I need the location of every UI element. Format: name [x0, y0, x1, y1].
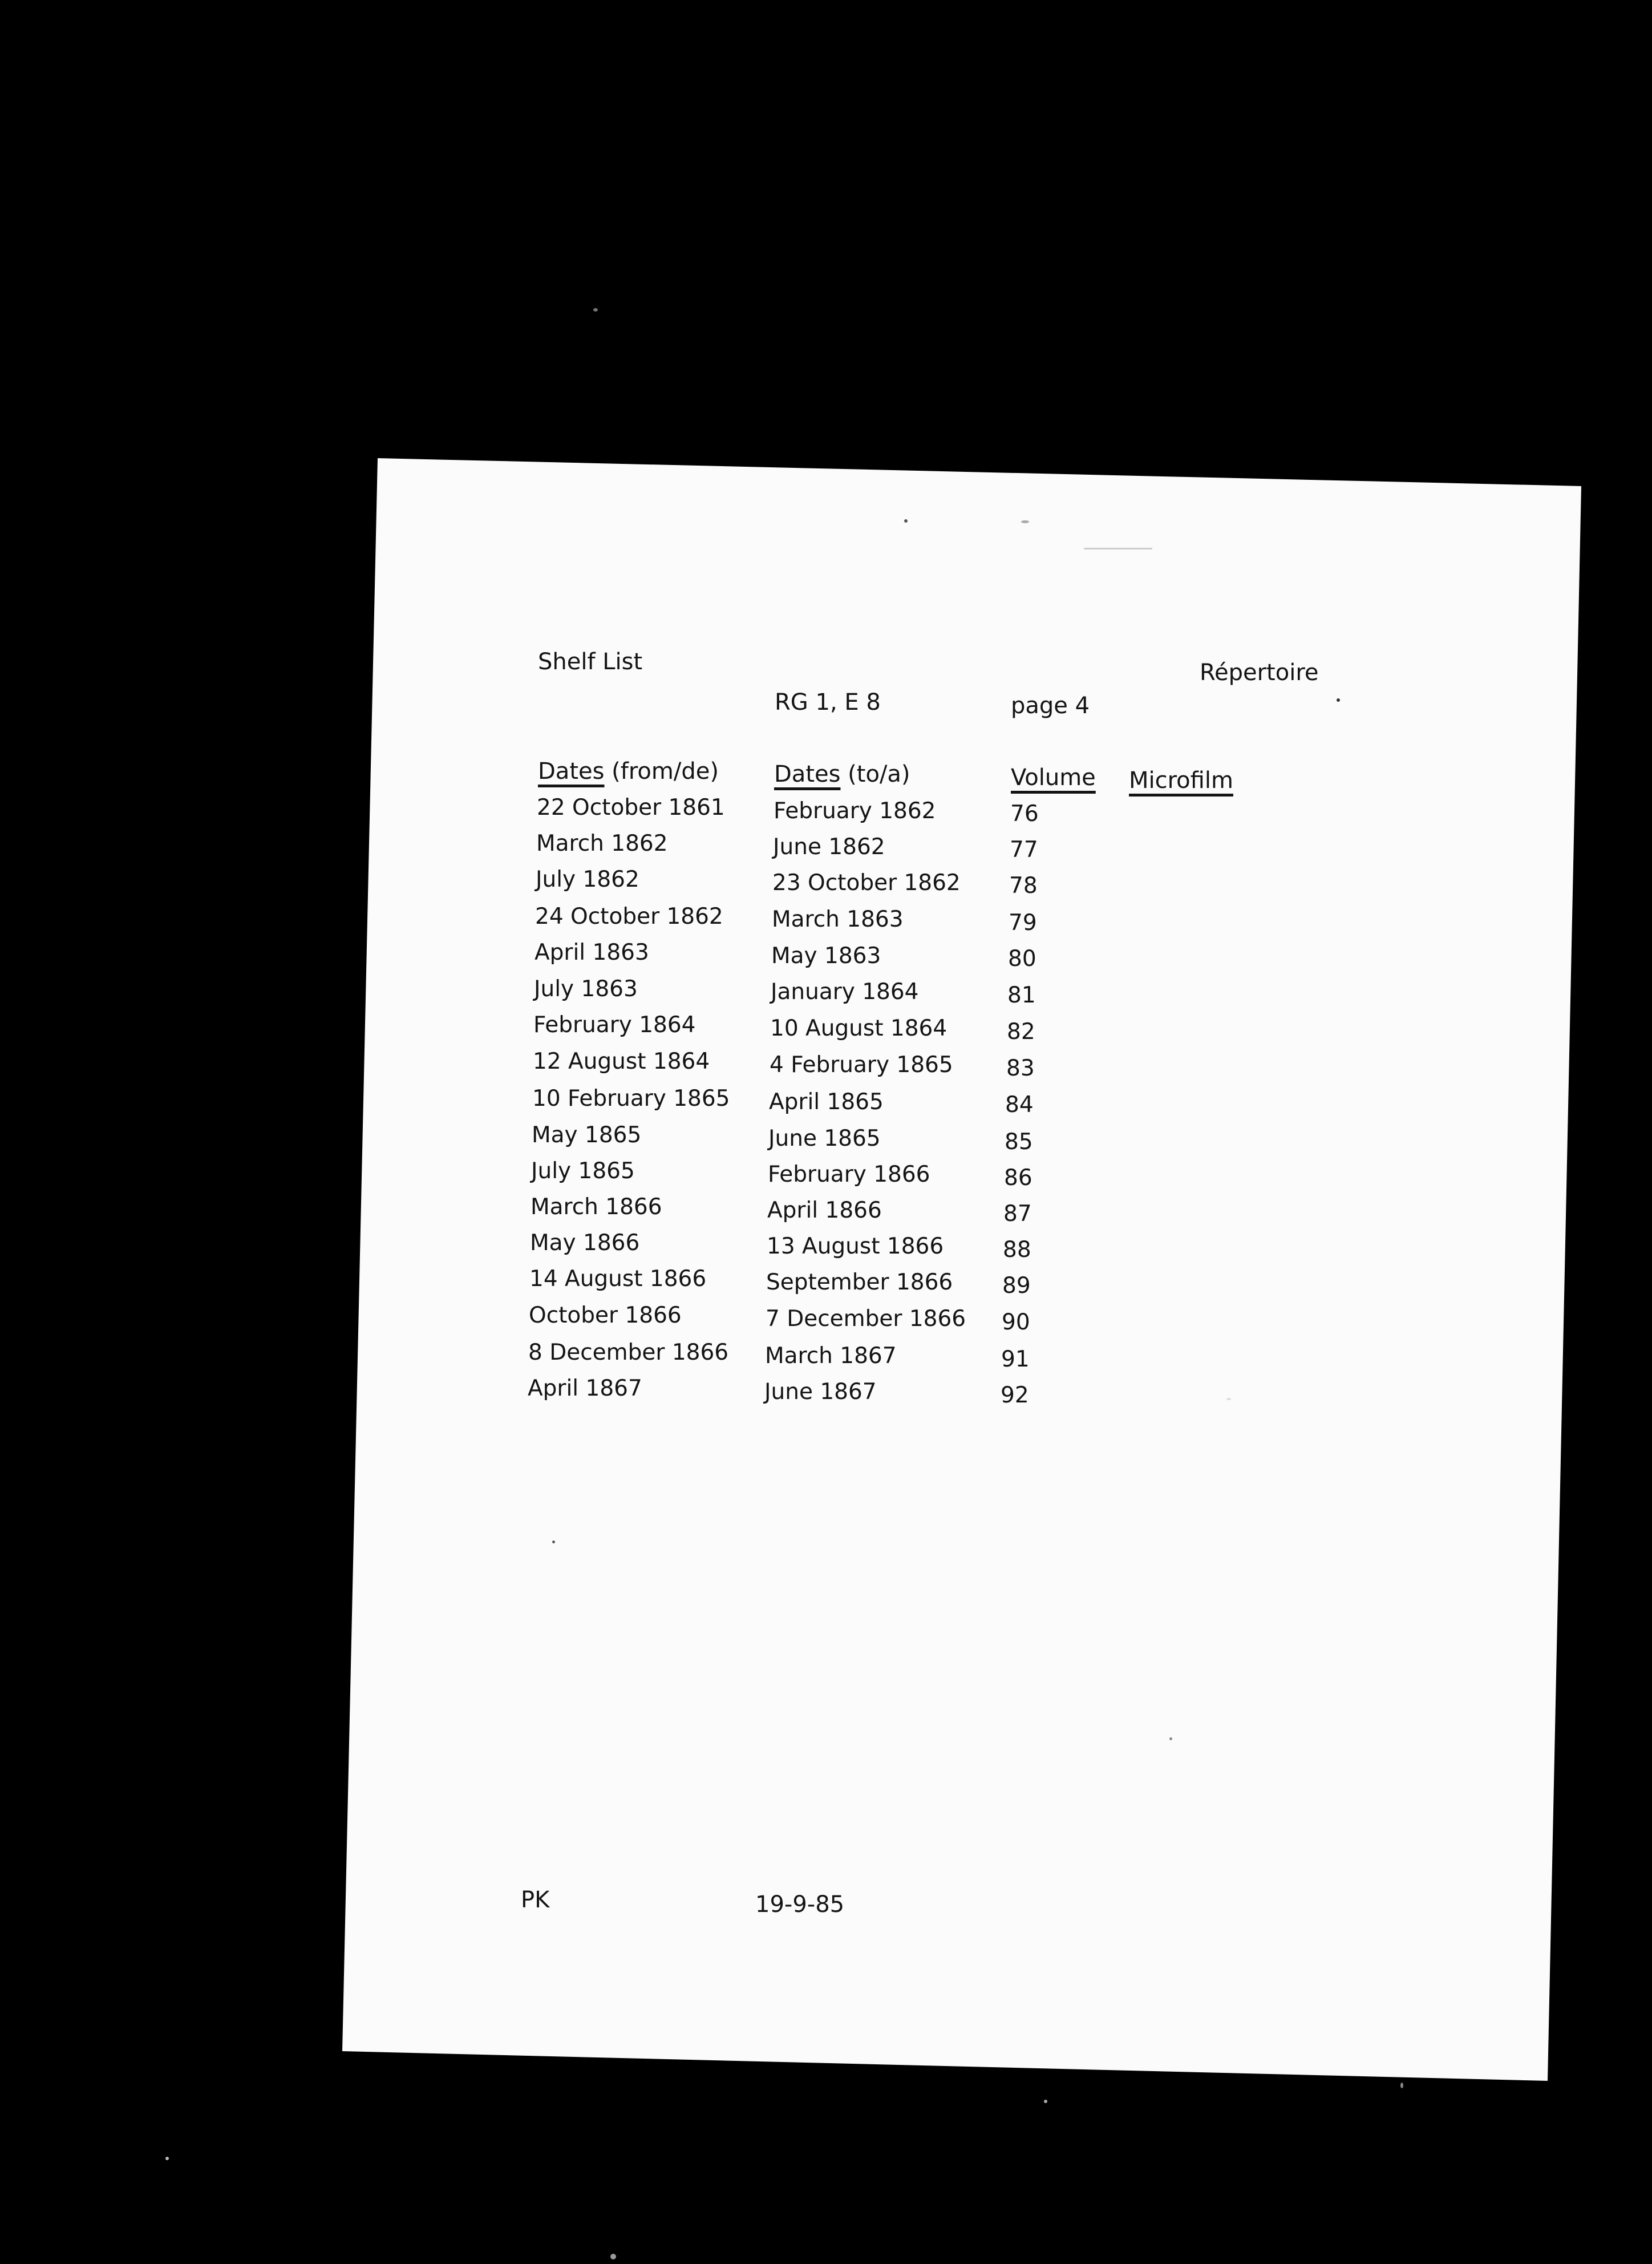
- dust-speck: [1169, 1737, 1172, 1740]
- row-date-to: April 1866: [767, 1198, 882, 1223]
- column-header-volume-label: Volume: [1011, 765, 1096, 791]
- column-header-volume: [1011, 766, 1096, 789]
- record-group-label: RG 1, E 8: [775, 689, 881, 715]
- row-volume: 85: [1005, 1129, 1033, 1155]
- row-date-to: June 1867: [764, 1379, 877, 1405]
- row-volume: 89: [1002, 1273, 1031, 1299]
- shelf-list-title: Shelf List: [538, 649, 643, 675]
- row-date-from: April 1867: [528, 1376, 642, 1401]
- column-header-dates-to-word: Dates: [774, 761, 841, 787]
- row-volume: 88: [1003, 1237, 1031, 1263]
- column-header-microfilm: [1129, 769, 1233, 792]
- dust-speck: [1021, 520, 1029, 523]
- row-volume: 86: [1004, 1165, 1032, 1191]
- row-date-from: 14 August 1866: [529, 1266, 707, 1292]
- row-date-to: February 1862: [774, 798, 936, 824]
- row-volume: 82: [1007, 1019, 1035, 1045]
- row-volume: 90: [1002, 1309, 1030, 1335]
- row-volume: 77: [1010, 837, 1038, 863]
- row-date-from: 10 February 1865: [532, 1086, 730, 1111]
- row-volume: 91: [1001, 1347, 1030, 1372]
- row-date-from: July 1862: [536, 867, 639, 892]
- page-number-label: page 4: [1011, 693, 1090, 719]
- row-date-to: 7 December 1866: [766, 1306, 966, 1332]
- dust-speck: [1084, 548, 1152, 549]
- dust-speck: [165, 2157, 169, 2160]
- row-date-to: September 1866: [766, 1270, 953, 1295]
- row-date-from: 8 December 1866: [528, 1340, 729, 1365]
- row-date-to: April 1865: [769, 1089, 884, 1115]
- dust-speck: [1044, 2100, 1047, 2103]
- dust-speck: [1337, 698, 1340, 702]
- row-volume: 78: [1009, 873, 1038, 899]
- row-date-to: 13 August 1866: [767, 1234, 944, 1259]
- row-date-from: 12 August 1864: [533, 1049, 710, 1074]
- row-date-from: October 1866: [529, 1303, 682, 1328]
- column-header-dates-from-suffix: (from/de): [612, 758, 719, 785]
- row-date-from: July 1865: [531, 1158, 635, 1184]
- row-volume: 83: [1006, 1056, 1035, 1081]
- row-date-to: 4 February 1865: [770, 1052, 953, 1078]
- row-volume: 84: [1005, 1092, 1034, 1118]
- row-date-to: 23 October 1862: [772, 870, 961, 896]
- dust-speck: [593, 308, 598, 312]
- row-date-from: July 1863: [534, 976, 638, 1002]
- row-date-from: May 1866: [530, 1230, 640, 1256]
- row-volume: 87: [1003, 1201, 1032, 1227]
- dust-speck: [610, 2254, 616, 2259]
- dust-speck: [552, 1541, 555, 1543]
- row-volume: 81: [1007, 983, 1036, 1008]
- row-date-from: March 1862: [536, 831, 668, 856]
- row-date-to: March 1867: [765, 1343, 897, 1369]
- dust-speck: [1226, 1398, 1231, 1400]
- row-volume: 92: [1001, 1382, 1029, 1408]
- row-date-to: 10 August 1864: [770, 1016, 948, 1041]
- column-header-dates-from-word: Dates: [538, 758, 605, 785]
- row-date-from: March 1866: [531, 1194, 662, 1220]
- row-volume: 80: [1008, 946, 1036, 972]
- column-header-dates-to: [774, 763, 910, 786]
- row-date-from: May 1865: [532, 1122, 642, 1148]
- repertoire-title: Répertoire: [1200, 660, 1319, 686]
- row-date-to: March 1863: [772, 907, 904, 932]
- column-header-dates-to-suffix: (to/a): [848, 761, 910, 787]
- row-date-from: 22 October 1861: [537, 795, 725, 820]
- footer-date: 19-9-85: [755, 1891, 845, 1918]
- row-date-to: February 1866: [768, 1162, 930, 1187]
- row-volume: 76: [1010, 801, 1039, 827]
- column-header-microfilm-label: Microfilm: [1129, 767, 1233, 794]
- row-volume: 79: [1009, 910, 1037, 936]
- row-date-to: June 1865: [768, 1126, 881, 1151]
- row-date-to: May 1863: [771, 943, 881, 969]
- row-date-from: 24 October 1862: [535, 904, 723, 929]
- column-header-dates-from: [538, 760, 719, 783]
- dust-speck: [904, 519, 908, 523]
- row-date-from: April 1863: [535, 940, 649, 965]
- row-date-from: February 1864: [533, 1012, 696, 1038]
- footer-initials: PK: [521, 1887, 550, 1913]
- dust-speck: [1400, 2083, 1403, 2088]
- row-date-to: January 1864: [771, 979, 919, 1005]
- row-date-to: June 1862: [773, 834, 885, 860]
